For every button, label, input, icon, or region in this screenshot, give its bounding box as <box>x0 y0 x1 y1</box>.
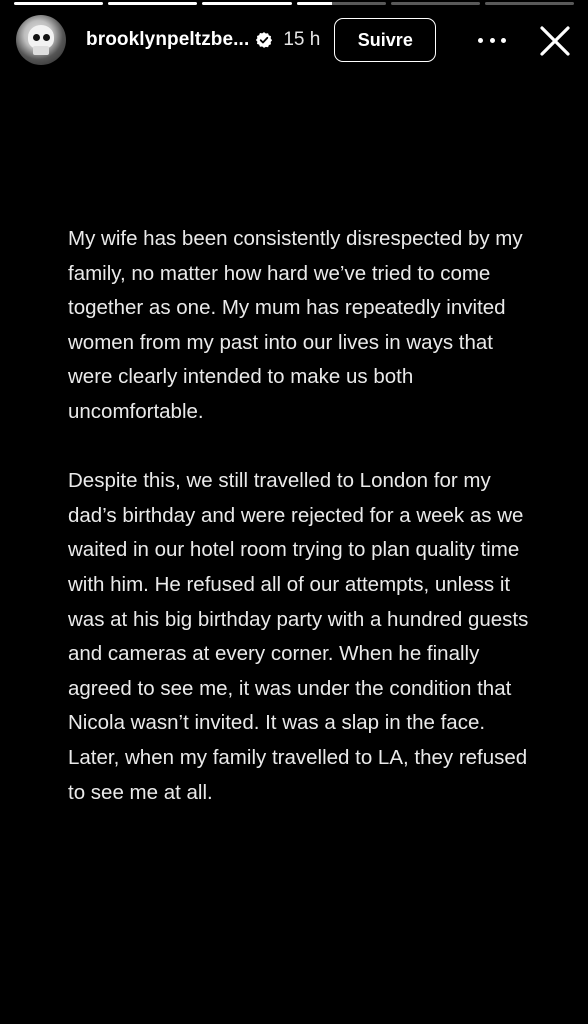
story-paragraph: My wife has been consistently disrespected by my family, no matter how hard we’ve tried to come together as one. My mum has repeatedly invited women from my past into our lives in ways that were clearly intended to make us both uncomfortable. <box>68 227 523 423</box>
progress-segment <box>485 2 574 5</box>
progress-segment <box>108 2 197 5</box>
verified-badge-icon <box>255 31 273 49</box>
progress-segment <box>297 2 386 5</box>
progress-segment <box>202 2 291 5</box>
progress-segment <box>391 2 480 5</box>
avatar[interactable] <box>16 15 66 65</box>
follow-button[interactable]: Suivre <box>334 18 436 62</box>
story-paragraph: Despite this, we still travelled to London for my dad’s birthday and were rejected for a week as we waited in our hotel room trying to plan quality time with him. He refused all of our attempts, unless it was at his big birthday party with a hundred guests and cameras at every corner. When he finally agreed to see me, it was under the condition that Nicola wasn’t invited. It was a slap in the face. Later, when my family travelled to LA, they refused to see me at all. <box>68 469 529 804</box>
progress-segment <box>14 2 103 5</box>
story-header <box>16 14 572 66</box>
username[interactable]: brooklynpeltzbe... <box>86 29 250 50</box>
story-progress-bar <box>14 2 574 5</box>
story-text <box>68 222 538 810</box>
post-time: 15 h <box>283 29 321 50</box>
close-icon[interactable] <box>538 24 572 58</box>
more-options-icon[interactable] <box>478 28 506 52</box>
